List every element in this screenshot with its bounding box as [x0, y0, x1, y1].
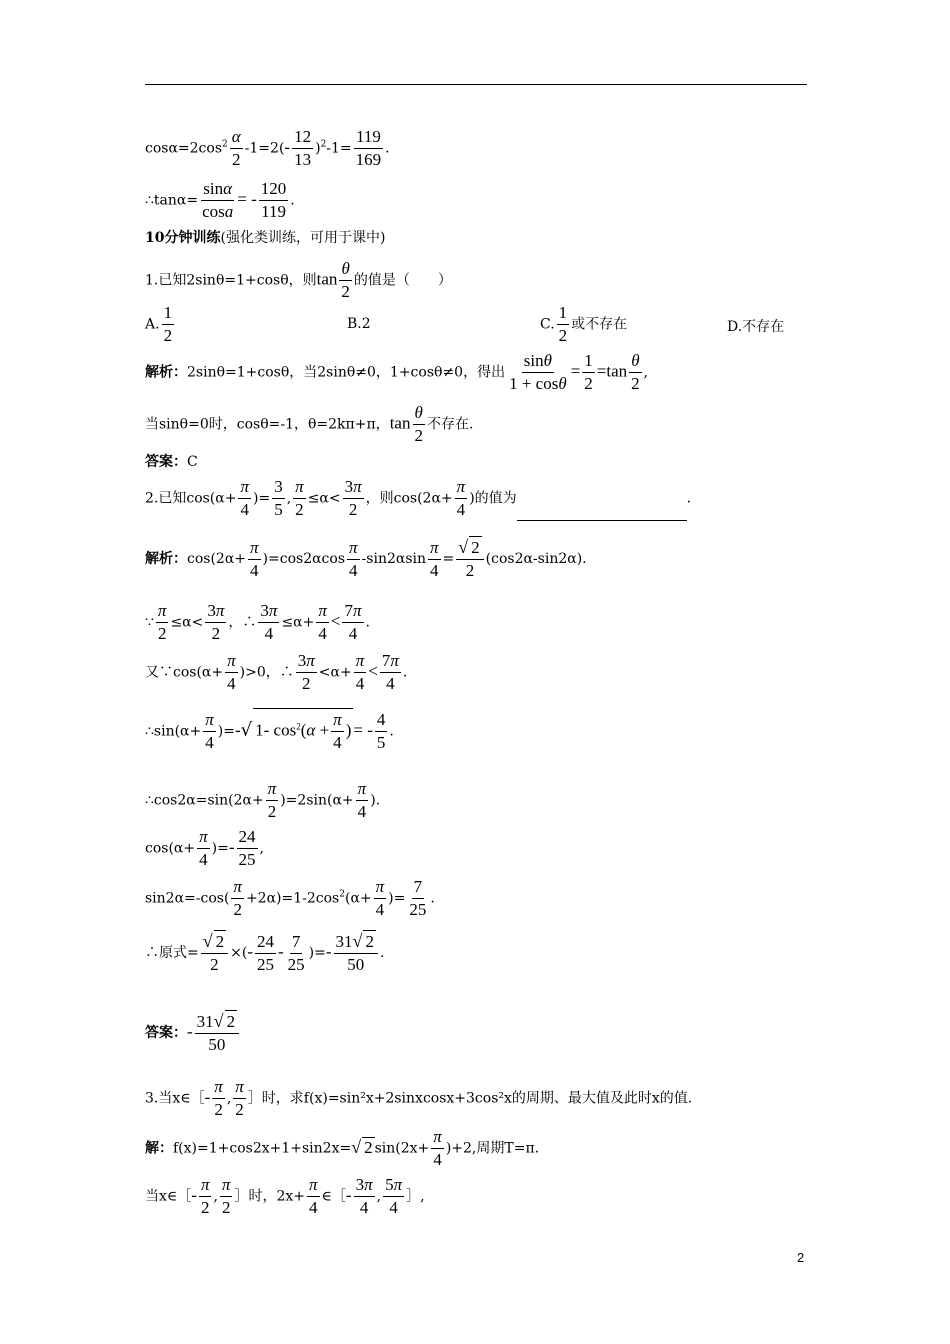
page-number: 2 — [797, 1250, 805, 1265]
q2-analysis-1: 解析：cos(2α+ $\frac{\pi}{4}$ )=cos2αcos $\frac{\pi}{4}$ -sin2αsin $\frac{\pi}{4}$ = $\frac{√ 2}{2}$ (cos2α-sin2α). — [145, 537, 587, 580]
q1-analysis-1: 解析：2sinθ=1+cosθ，当2sinθ≠0，1+cosθ≠0，得出 $\frac{\sin\theta}{1 + \cos\theta}$ = $\frac{1}{2}$ =tan $\frac{\theta}{2}$ , — [145, 351, 649, 393]
q1-option-d: D.不存在 — [727, 319, 785, 335]
q1-option-a: A. $\frac{1}{2}$ — [145, 303, 173, 345]
formula-tan-alpha: ∴tanα= $\frac{\sin\alpha}{\cos a}$ = - $\frac{120}{119}$ . — [145, 179, 295, 221]
formula-cos-alpha: $\cos\alpha=2\cos^2$ $\frac{\alpha}{2}$ -1=2(- $\frac{12}{13}$ )$^2$-1= $\frac{119}{169}$ . — [145, 127, 390, 169]
q1-stem: 1.已知2sinθ=1+cosθ，则tan $\frac{\theta}{2}$ 的值是（ ） — [145, 259, 452, 301]
q2-analysis-4: ∴sin(α+ $\frac{\pi}{4}$ )=-√ 1- $\cos^2(\alpha$ + $\frac{\pi}{4}$ ) = - $\frac{4}{5}$ . — [145, 709, 394, 752]
q2-answer: 答案：- $\frac{31√ 2}{50}$ — [145, 1010, 241, 1056]
q2-analysis-3: 又∵cos(α+ $\frac{\pi}{4}$ )>0，∴ $\frac{3\pi}{2}$ <α+ $\frac{\pi}{4}$ < $\frac{7\pi}{4}$ . — [145, 651, 408, 693]
section-title: 10分钟训练(强化类训练，可用于课中) — [145, 230, 386, 246]
q2-analysis-2: ∵ $\frac{\pi}{2}$ ≤α< $\frac{3\pi}{2}$ ，∴ $\frac{3\pi}{4}$ ≤α+ $\frac{\pi}{4}$ < $\frac{7\pi}{4}$ . — [145, 601, 370, 643]
q2-stem: 2.已知cos(α+ $\frac{\pi}{4}$ )= $\frac{3}{5}$ , $\frac{\pi}{2}$ ≤α< $\frac{3\pi}{2}$ ，则cos(2α+ $\frac{\pi}{4}$ )的值为 . — [145, 477, 692, 519]
q2-analysis-5: ∴cos2α=sin(2α+ $\frac{\pi}{2}$ )=2sin(α+ $\frac{\pi}{4}$ ). — [145, 779, 381, 821]
q2-analysis-8: ∴原式= $\frac{√ 2}{2}$ ×(- $\frac{24}{25}$ - $\frac{7}{25}$ )=- $\frac{31√ 2}{50}$ . — [145, 931, 385, 974]
q1-answer: 答案：C — [145, 454, 198, 470]
q1-analysis-2: 当sinθ=0时，cosθ=-1，θ=2kπ+π，tan $\frac{\theta}{2}$ 不存在. — [145, 403, 474, 445]
q2-analysis-7: sin2α=-cos( $\frac{\pi}{2}$ $+2\alpha)=1-2\cos^2(\alpha+$ $\frac{\pi}{4}$ )= $\frac{7}{25}$ . — [145, 877, 435, 919]
q1-option-b: B.2 — [347, 316, 371, 332]
q2-analysis-6: cos(α+ $\frac{\pi}{4}$ )=- $\frac{24}{25}$ , — [145, 827, 264, 869]
header-rule — [145, 84, 807, 85]
q3-stem: 3.当x∈［- $\frac{\pi}{2}$ , $\frac{\pi}{2}$ ］时，求f(x)=sin²x+2sinxcosx+3cos²x的周期、最大值及此时x的值. — [145, 1077, 693, 1119]
q1-option-c: C. $\frac{1}{2}$ 或不存在 — [540, 303, 628, 345]
q3-solution-2: 当x∈［- $\frac{\pi}{2}$ , $\frac{\pi}{2}$ ］时，2x+ $\frac{\pi}{4}$ ∈［- $\frac{3\pi}{4}$ , $\frac{5\pi}{4}$ ］, — [145, 1175, 425, 1217]
q3-solution-1: 解：f(x)=1+cos2x+1+sin2x=√ 2 sin(2x+ $\frac{\pi}{4}$ )+2,周期T=π. — [145, 1127, 540, 1169]
